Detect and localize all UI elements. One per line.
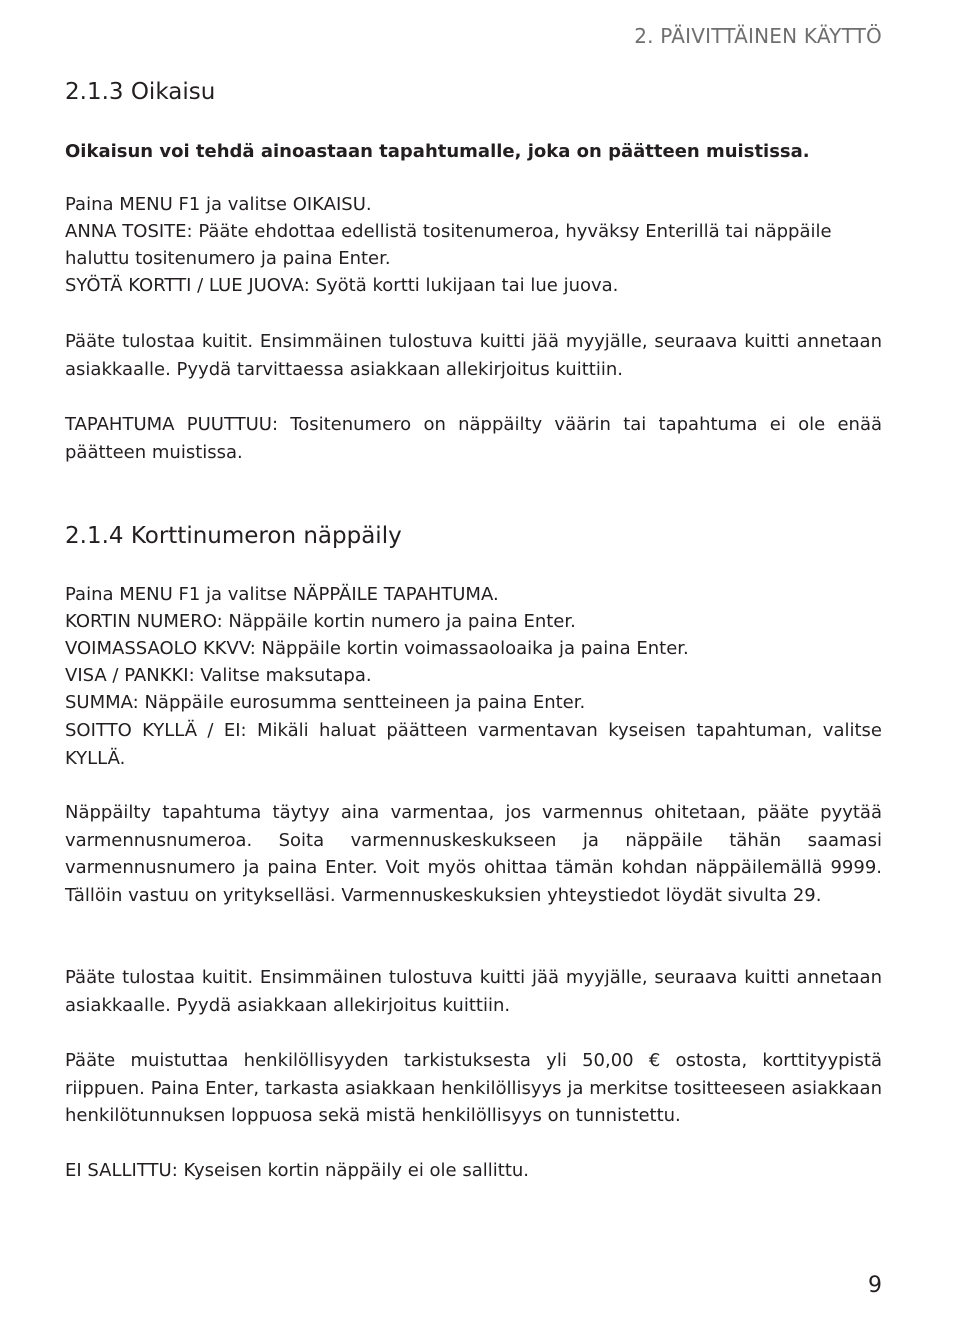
verify-paragraph: Näppäilty tapahtuma täytyy aina varmentaa, jos varmennus ohitetaan, pääte pyytää varmennusnumeroa. Soita varmennuskeskukseen ja näppäile tähän saamasi varmennusnumero ja paina Enter. Voit myös ohittaa tämän kohdan näppäilemällä 9999. Tällöin vastuu on yritykselläsi. Varmennuskeskuksien yhteystiedot löydät sivulta 29.	[65, 802, 882, 906]
kortti-step-3: VOIMASSAOLO KKVV: Näppäile kortin voimassaoloaika ja paina Enter.	[65, 638, 689, 659]
kortti-step-1: Paina MENU F1 ja valitse NÄPPÄILE TAPAHTUMA.	[65, 584, 499, 605]
kortti-step-4: VISA / PANKKI: Valitse maksutapa.	[65, 665, 372, 686]
section-title-oikaisu: 2.1.3 Oikaisu	[65, 79, 216, 105]
not-allowed-line: EI SALLITTU: Kyseisen kortin näppäily ei ole sallittu.	[65, 1160, 530, 1181]
oikaisu-missing-paragraph: TAPAHTUMA PUUTTUU: Tositenumero on näppäilty väärin tai tapahtuma ei ole enää päätteen muistissa.	[65, 414, 882, 463]
oikaisu-step-1: Paina MENU F1 ja valitse OIKAISU.	[65, 194, 372, 215]
page-number: 9	[868, 1273, 882, 1298]
kortti-step-5: SUMMA: Näppäile eurosumma sentteineen ja paina Enter.	[65, 692, 586, 713]
oikaisu-step-4: SYÖTÄ KORTTI / LUE JUOVA: Syötä kortti lukijaan tai lue juova.	[65, 275, 619, 296]
id-check-paragraph: Pääte muistuttaa henkilöllisyyden tarkistuksesta yli 50,00 € ostosta, korttityypistä riippuen. Paina Enter, tarkasta asiakkaan henkilöllisyys ja merkitse tositteeseen asiakkaan henkilötunnuksen loppuosa sekä mistä henkilöllisyys on tunnistettu.	[65, 1050, 882, 1126]
oikaisu-step-2: ANNA TOSITE: Pääte ehdottaa edellistä tositenumeroa, hyväksy Enterillä tai näppäile	[65, 221, 832, 242]
soitto-paragraph: SOITTO KYLLÄ / EI: Mikäli haluat päätteen varmentavan kyseisen tapahtuman, valitse KYLLÄ.	[65, 720, 882, 769]
chapter-title: 2. PÄIVITTÄINEN KÄYTTÖ	[634, 24, 882, 48]
kortti-receipt-paragraph: Pääte tulostaa kuitit. Ensimmäinen tulostuva kuitti jää myyjälle, seuraava kuitti annetaan asiakkaalle. Pyydä asiakkaan allekirjoitus kuittiin.	[65, 967, 882, 1016]
page-header	[0, 0, 960, 56]
kortti-step-2: KORTIN NUMERO: Näppäile kortin numero ja paina Enter.	[65, 611, 576, 632]
oikaisu-intro: Oikaisun voi tehdä ainoastaan tapahtumalle, joka on päätteen muistissa.	[65, 141, 810, 162]
section-title-korttinumero: 2.1.4 Korttinumeron näppäily	[65, 523, 402, 549]
oikaisu-receipt-paragraph: Pääte tulostaa kuitit. Ensimmäinen tulostuva kuitti jää myyjälle, seuraava kuitti annetaan asiakkaalle. Pyydä tarvittaessa asiakkaan allekirjoitus kuittiin.	[65, 331, 882, 380]
oikaisu-step-3: haluttu tositenumero ja paina Enter.	[65, 248, 391, 269]
